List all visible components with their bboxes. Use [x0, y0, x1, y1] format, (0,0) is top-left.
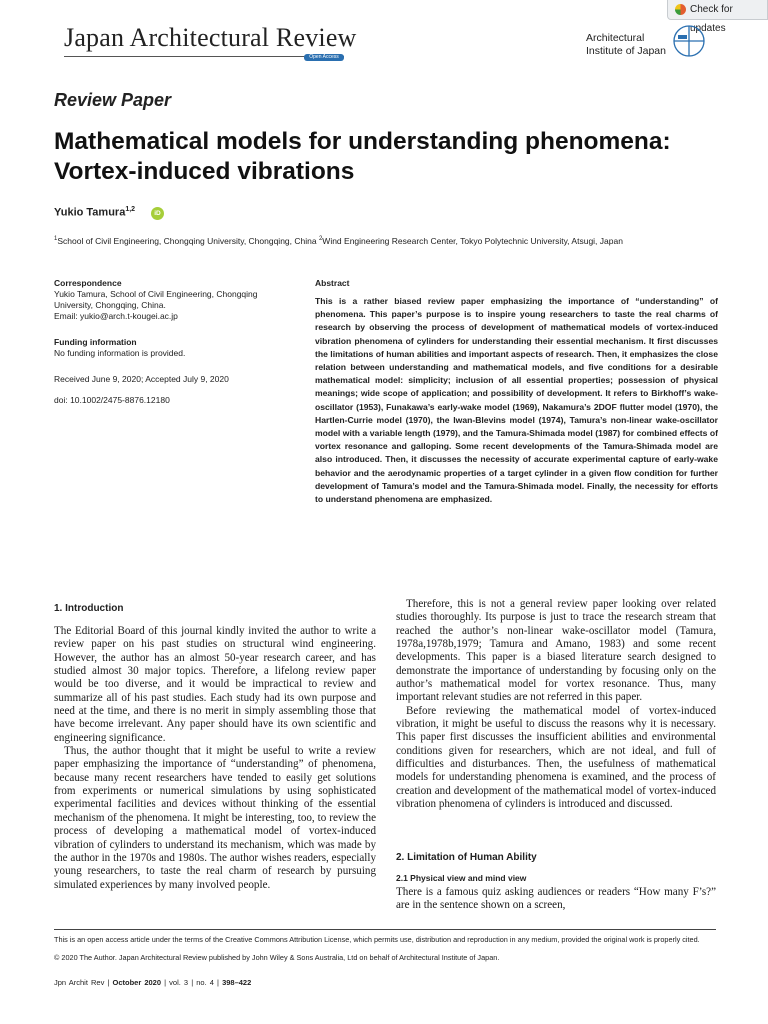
- orcid-icon[interactable]: iD: [151, 207, 164, 220]
- funding-text: No funding information is provided.: [54, 348, 186, 358]
- copyright-notice: © 2020 The Author. Japan Architectural Review published by John Wiley & Sons Australia, Ltd on behalf of Architectural Institute of Japan.: [54, 953, 500, 962]
- header-divider: [64, 56, 344, 57]
- license-notice: This is an open access article under the terms of the Creative Commons Attribution License, which permits use, distribution and reproduction in any medium, provided the original work is properly cited.: [54, 935, 700, 944]
- cite-volume: vol. 3: [169, 978, 189, 987]
- cite-separator: |: [217, 978, 219, 987]
- crossmark-icon: [675, 4, 686, 15]
- right-paragraph-1: Therefore, this is not a general review paper looking over related studies thoroughly. Its purpose is just to trace the research stream that reached the author’s non-linear wake-oscillator model (Tamura, 1978a,1978b,1979; Tamura and Amano, 1983) and some recent developments. This paper is a biased literature search designed to demonstrate the importance of understanding by focusing only on the author’s mathematical model for vortex resonance. Thus, many important relevant studies are not referred in this paper.: [396, 598, 716, 704]
- section-heading-introduction: 1. Introduction: [54, 603, 124, 614]
- publisher-line-2: Institute of Japan: [586, 45, 666, 57]
- author-name[interactable]: Yukio Tamura: [54, 206, 126, 219]
- right-paragraph-3: There is a famous quiz asking audiences or readers “How many F’s?” are in the sentence shown on a screen,: [396, 886, 716, 912]
- cite-date: October 2020: [112, 978, 162, 987]
- affiliation-1: School of Civil Engineering, Chongqing University, Chongqing, China: [57, 236, 319, 246]
- correspondence-block: [54, 278, 294, 322]
- abstract-heading: Abstract: [315, 278, 350, 288]
- right-paragraph-2: Before reviewing the mathematical model of vortex-induced vibration, it might be useful to discuss the reasons why it is necessary. This paper first discusses the insufficient abilities and environmental conditions given for researchers, which are not ideal, and full of difficulties and disturbances. Then, the usefulness of mathematical models for understanding phenomena is examined, and the process of creation and development of the mathematical model of vortex-induced vibration phenomena of cylinders is introduced and discussed.: [396, 704, 716, 811]
- introduction-column: [54, 625, 376, 892]
- check-for-updates-button[interactable]: [667, 0, 768, 34]
- journal-title: Japan Architectural Review: [64, 23, 357, 52]
- cite-separator: |: [164, 978, 167, 987]
- correspondence-email[interactable]: Email: yukio@arch.t-kougei.ac.jp: [54, 311, 178, 321]
- doi-link[interactable]: doi: 10.1002/2475-8876.12180: [54, 395, 170, 405]
- aij-logo-icon: [672, 24, 706, 58]
- subsection-heading-physical-view: 2.1 Physical view and mind view: [396, 873, 527, 883]
- footer-divider: [54, 929, 716, 930]
- title-line-1: Mathematical models for understanding phenomena:: [54, 128, 671, 155]
- article-title: [54, 127, 734, 187]
- right-column-text-2: [396, 886, 716, 913]
- abstract-text: This is a rather biased review paper emphasizing the importance of “understanding” of phenomena. This paper’s purpose is to inspire young researchers to taste the real charms of research by observing the process of development of mathematical models of vortex-induced vibration phenomena of cylinders for understanding their essential mechanism. It first discusses the limitations of human abilities and important aspects of research. Then, it emphasizes the close relation between understanding and mathematical models, and five conditions for a desirable mathematical model: simplicity; inclusion of all essential properties; possession of physical meanings; wide scope of application; and possibility of development. It refers to Birkhoff’s wake-oscillator (1953), Funakawa’s early-wake model (1969), Nakamura’s 2DOF flutter model (1970), the Hartlen-Currie model (1970), the Iwan-Blevins model (1974), Tamura’s non-linear wake-oscillator model with a variable length (1979), and the Tamura-Shimada model (1987) for combined effects of vortex resonance and galloping. Some recent developments of the Tamura-Shimada model are also introduced. Then, it discusses the necessity of accurate experimental capture of early-wake behavior and the aerodynamic properties of a target cylinder in a given flow condition for further development of Tamura’s model and the Tamura-Shimada model. Finally, the necessity for efforts to understand phenomena are emphasized.: [315, 296, 718, 505]
- intro-paragraph-2: Thus, the author thought that it might be useful to write a review paper emphasizing the importance of “understanding” of phenomena, because many recent researchers have tended to easily get solutions from experiments or numerical simulations by using sophisticated experimental facilities and devices without thinking of the essential mechanism of the phenomena. It might be interesting, too, to review the process of developing a mathematical model of vortex-induced vibration of cylinders to understand its mechanism, which was made by the author in the 1970s and 1980s. The author wishes readers, especially young researchers, to taste the real charm of research by pursuing simulated experiences by many involved people.: [54, 745, 376, 891]
- right-column-text: [396, 598, 716, 812]
- cite-separator: |: [191, 978, 194, 987]
- author-affil-sup: 1,2: [125, 206, 136, 213]
- affiliation-2: Wind Engineering Research Center, Tokyo Polytechnic University, Atsugi, Japan: [322, 236, 623, 246]
- cite-journal: Jpn Archit Rev: [54, 978, 105, 987]
- intro-paragraph-1: The Editorial Board of this journal kindly invited the author to write a review paper on his past studies on structural wind engineering. However, the author has an almost 50-year research career, and has studied almost 30 major topics. Therefore, a lifelong review paper would be too diverse, and it would be impractical to review and summarize all of his past studies. Each study had its own purpose and need at the time, and there is no merit in simply assembling those that have become irrelevant. Any paper should have its own scientific and engineering significance.: [54, 625, 376, 744]
- check-for-updates-label: Check for updates: [690, 4, 733, 34]
- correspondence-heading: Correspondence: [54, 278, 122, 288]
- open-access-badge: Open Access: [304, 54, 344, 61]
- article-type: Review Paper: [54, 90, 172, 110]
- section-heading-limitation: 2. Limitation of Human Ability: [396, 852, 537, 863]
- author-line: [54, 206, 135, 219]
- title-line-2: Vortex-induced vibrations: [54, 158, 355, 185]
- publisher-line-1: Architectural: [586, 32, 645, 44]
- affil-1-num: 1: [54, 236, 58, 243]
- cite-issue: no. 4: [196, 978, 214, 987]
- funding-heading: Funding information: [54, 337, 137, 347]
- cite-separator: |: [107, 978, 110, 987]
- publisher-name: [586, 32, 666, 58]
- correspondence-text: Yukio Tamura, School of Civil Engineering, Chongqing University, Chongqing, China.: [54, 289, 258, 310]
- footer-citation: [54, 978, 251, 987]
- affil-2-num: 2: [318, 236, 323, 243]
- affiliations: [54, 236, 623, 246]
- funding-block: [54, 337, 294, 359]
- cite-pages: 398–422: [222, 978, 252, 987]
- received-accepted-dates: Received June 9, 2020; Accepted July 9, 2020: [54, 374, 229, 384]
